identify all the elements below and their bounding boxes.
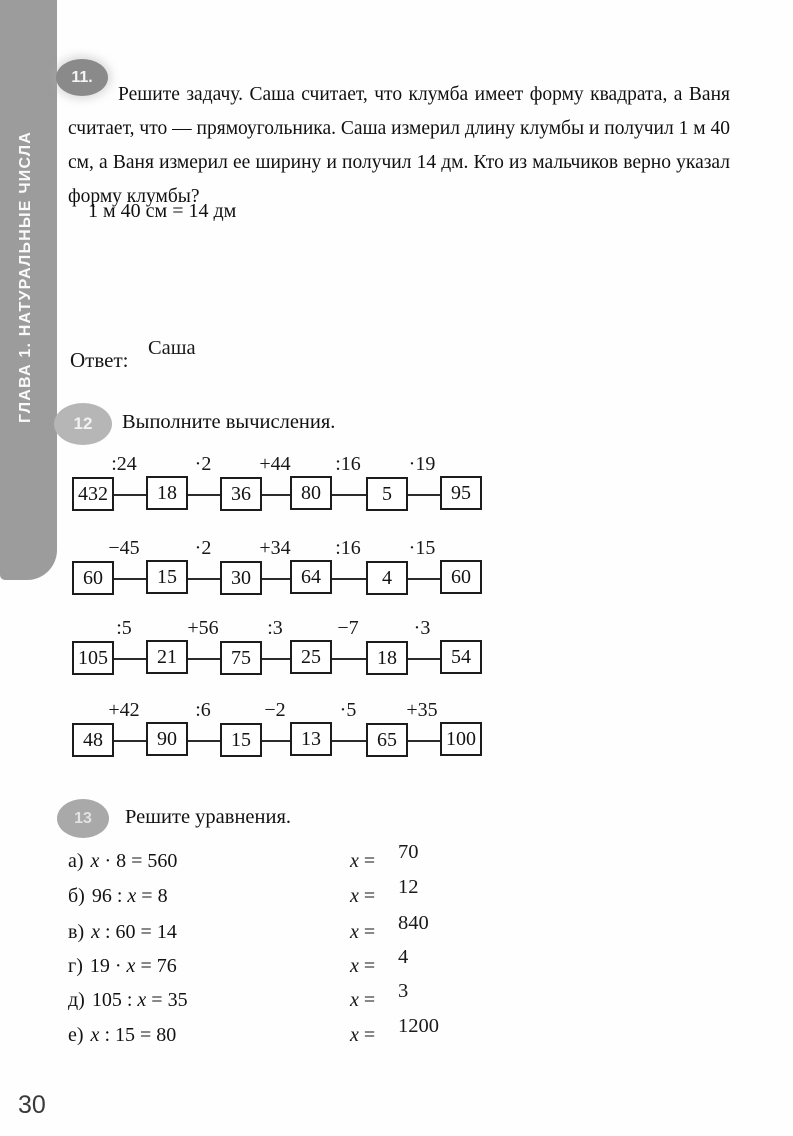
- task-13-number: 13: [74, 809, 92, 827]
- chain-operation-label: +44: [259, 453, 291, 475]
- answer-prompt: x =: [350, 885, 376, 907]
- chapter-label: ГЛАВА 1. НАТУРАЛЬНЫЕ ЧИСЛА: [17, 131, 34, 423]
- chain-value-box: 18: [366, 641, 408, 675]
- calc-chain-4: [70, 699, 490, 761]
- chain-value-box: 60: [440, 560, 482, 594]
- chain-operation-label: +34: [259, 537, 291, 559]
- equation-row: [68, 1015, 548, 1052]
- student-answer-value: 12: [398, 876, 419, 898]
- chain-operation-label: −7: [337, 617, 359, 639]
- chain-value-box: 432: [72, 477, 114, 511]
- chain-value-box: 80: [290, 476, 332, 510]
- page-number: 30: [18, 1091, 46, 1119]
- chain-operation-label: ·2: [194, 537, 212, 559]
- chain-connector-line: [76, 494, 480, 496]
- chain-value-box: 13: [290, 722, 332, 756]
- chain-value-box: 105: [72, 641, 114, 675]
- answer-prompt: x =: [350, 1024, 376, 1046]
- chain-value-box: 18: [146, 476, 188, 510]
- chain-value-box: 60: [72, 561, 114, 595]
- chain-value-box: 25: [290, 640, 332, 674]
- chain-operation-label: ·15: [408, 537, 436, 559]
- equation-label: б): [68, 885, 85, 907]
- chain-operation-label: :5: [116, 617, 132, 639]
- equation-expression: е) x : 15 = 80: [68, 1024, 177, 1046]
- chain-value-box: 4: [366, 561, 408, 595]
- student-answer-value: 1200: [398, 1015, 439, 1037]
- chain-value-box: 65: [366, 723, 408, 757]
- student-answer-value: 4: [398, 946, 409, 968]
- chain-operation-label: ·5: [339, 699, 357, 721]
- equation-row: [68, 841, 548, 878]
- calc-chain-3: [70, 617, 490, 679]
- task-13-number-badge: [57, 799, 109, 838]
- chain-operation-label: :24: [111, 453, 137, 475]
- equation-label: в): [68, 921, 85, 943]
- equation-row: [68, 946, 548, 983]
- chain-operation-label: ·3: [413, 617, 431, 639]
- student-answer-task-11: Саша: [148, 337, 196, 359]
- chain-connector-line: [76, 578, 480, 580]
- chain-operation-label: :16: [335, 453, 361, 475]
- task-13-title: Решите уравнения.: [125, 806, 292, 828]
- equation-label: д): [68, 989, 85, 1011]
- chain-operation-label: +35: [406, 699, 438, 721]
- task-12-number-badge: [54, 403, 112, 445]
- chain-value-box: 95: [440, 476, 482, 510]
- chain-connector-line: [76, 658, 480, 660]
- chain-value-box: 64: [290, 560, 332, 594]
- chain-value-box: 30: [220, 561, 262, 595]
- task-12-title: Выполните вычисления.: [122, 411, 336, 433]
- chain-operation-label: −2: [264, 699, 286, 721]
- chain-operation-label: +42: [108, 699, 140, 721]
- chain-connector-line: [76, 740, 480, 742]
- chain-value-box: 21: [146, 640, 188, 674]
- equation-row: [68, 980, 548, 1017]
- student-work-conversion: 1 м 40 см = 14 дм: [88, 200, 237, 222]
- equation-expression: б) 96 : x = 8: [68, 885, 168, 907]
- equation-expression: в) x : 60 = 14: [68, 921, 177, 943]
- student-answer-value: 3: [398, 980, 409, 1002]
- equation-label: е): [68, 1024, 84, 1046]
- chain-value-box: 5: [366, 477, 408, 511]
- chain-value-box: 15: [220, 723, 262, 757]
- chain-operation-label: ·19: [408, 453, 436, 475]
- chain-value-box: 90: [146, 722, 188, 756]
- chain-operation-label: :6: [195, 699, 211, 721]
- equation-row: [68, 912, 548, 949]
- calc-chain-2: [70, 537, 490, 599]
- equation-expression: а) x · 8 = 560: [68, 850, 178, 872]
- equation-expression: д) 105 : x = 35: [68, 989, 188, 1011]
- chain-value-box: 15: [146, 560, 188, 594]
- equation-label: г): [68, 955, 83, 977]
- chain-value-box: 48: [72, 723, 114, 757]
- equation-row: [68, 876, 548, 913]
- chain-operation-label: ·2: [194, 453, 212, 475]
- chain-operation-label: :16: [335, 537, 361, 559]
- chapter-tab: [0, 0, 57, 580]
- equation-expression: г) 19 · x = 76: [68, 955, 177, 977]
- answer-prompt: x =: [350, 850, 376, 872]
- chain-value-box: 100: [440, 722, 482, 756]
- task-12-number: 12: [73, 414, 93, 433]
- student-answer-value: 840: [398, 912, 429, 934]
- chain-operation-label: −45: [108, 537, 140, 559]
- chain-operation-label: +56: [187, 617, 219, 639]
- calc-chain-1: [70, 453, 490, 515]
- answer-prompt: x =: [350, 921, 376, 943]
- equation-label: а): [68, 850, 84, 872]
- answer-label: Ответ:: [70, 348, 129, 372]
- chain-value-box: 54: [440, 640, 482, 674]
- answer-prompt: x =: [350, 989, 376, 1011]
- student-answer-value: 70: [398, 841, 419, 863]
- answer-prompt: x =: [350, 955, 376, 977]
- chain-value-box: 75: [220, 641, 262, 675]
- chain-operation-label: :3: [267, 617, 283, 639]
- task-11-problem-text: Решите задачу. Саша считает, что клумба имеет форму квадрата, а Ваня считает, что — прямоугольника. Саша измерил длину клумбы и получил 1 м 40 см, а Ваня измерил ее ширину и получил 14 дм. Кто из мальчиков верно указал форму клумбы?: [68, 83, 730, 207]
- chain-value-box: 36: [220, 477, 262, 511]
- task-11-number: 11.: [71, 68, 93, 86]
